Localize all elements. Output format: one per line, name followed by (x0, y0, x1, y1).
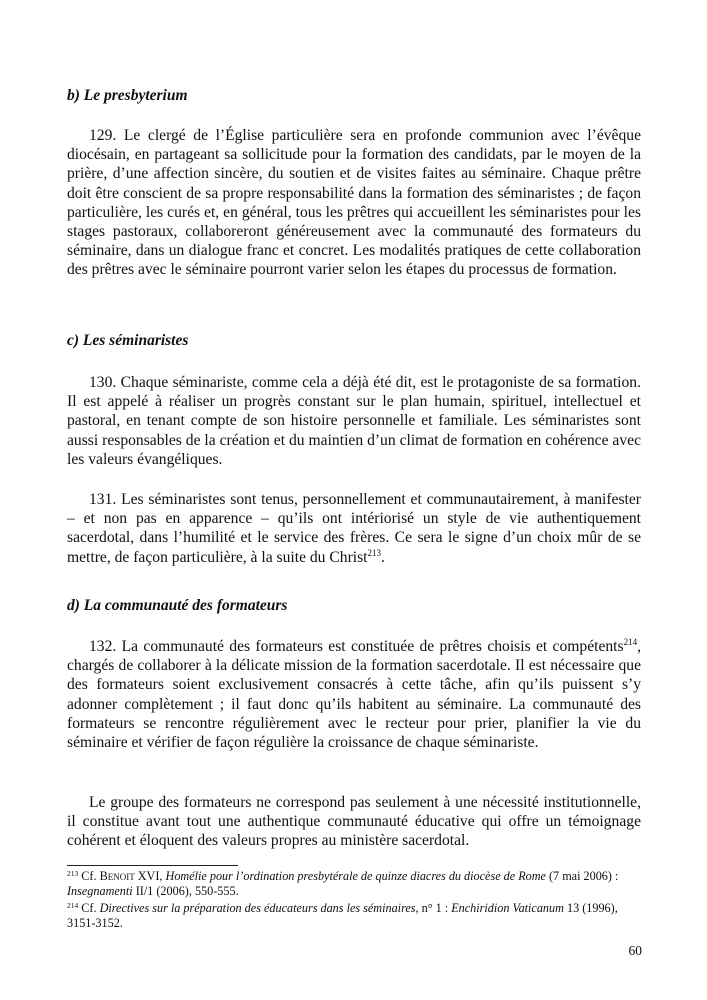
footnote-ref-214: 214 (623, 637, 638, 647)
paragraph-132 (67, 637, 641, 752)
paragraph-131-end: . (381, 548, 385, 566)
paragraph-130: 130. Chaque séminariste, comme cela a déjà été dit, est le protagoniste de sa formation. Il est appelé à réaliser un progrès constant sur le plan humain, spirituel, intellectuel et pastoral, en tenant compte de son histoire personnelle et familiale. Les séminaristes sont aussi responsables de la création et du maintien d’un climat de formation en cohérence avec les valeurs évangéliques. (67, 374, 641, 468)
page-number: 60 (628, 943, 642, 958)
section-heading-presbyterium: b) Le presbyterium (67, 87, 188, 104)
footnote-source: Enchiridion Vaticanum (451, 901, 564, 915)
footnote-213 (67, 869, 641, 899)
footnote-source: Insegnamenti (67, 884, 133, 898)
footnote-214 (67, 901, 641, 931)
paragraph-129: 129. Le clergé de l’Église particulière sera en profonde communion avec l’évêque diocésain, en partageant sa sollicitude pour la formation des candidats, par le moyen de la prière, d’une affection sincère, du soutien et de visites faites au séminaire. Chaque prêtre doit être conscient de sa propre responsabilité dans la formation des séminaristes ; de façon particulière, les curés et, en général, tous les prêtres qui accueillent les séminaristes pour les stages pastoraux, collaboreront généreusement avec la communauté des formateurs du séminaire, dans un dialogue franc et concret. Les modalités pratiques de cette collaboration des prêtres avec le séminaire pourront varier selon les étapes du processus de formation. (67, 127, 641, 279)
paragraph-131 (67, 490, 641, 567)
footnote-middle: , n° 1 : (415, 901, 452, 915)
section-heading-formateurs: d) La communauté des formateurs (67, 597, 288, 614)
section-heading-seminaristes: c) Les séminaristes (67, 332, 189, 349)
paragraph-132-start: 132. La communauté des formateurs est constituée de prêtres choisis et compétents (89, 638, 624, 655)
footnote-number: 213 (67, 869, 79, 878)
footnote-middle: (7 mai 2006) : (545, 869, 619, 883)
paragraph-132-rest: , chargés de collaborer à la délicate mission de la formation sacerdotale. Il est nécessaire que des formateurs soient exclusivement consacrés à cette tâche, afin qu’ils puissent s’y adonner complètement ; il faut donc qu’ils habitent au séminaire. La communauté des formateurs se rencontre régulièrement avec le recteur pour prier, planifier la vie du séminaire et vérifier de façon régulière la croissance de chaque séminariste. (67, 638, 641, 752)
footnote-end: II/1 (2006), 550-555. (132, 884, 239, 898)
footnote-title: Homélie pour l’ordination presbytérale de quinze diacres du diocèse de Rome (165, 869, 546, 883)
footnote-author-suffix: XVI, (134, 869, 166, 883)
footnote-ref-213: 213 (367, 547, 381, 558)
footnote-end: 13 (1996), 3151-3152. (67, 901, 618, 930)
footnote-prefix: Cf. (81, 869, 100, 883)
footnote-number: 214 (67, 901, 79, 910)
paragraph-131-text: 131. Les séminaristes sont tenus, personnellement et communautairement, à manifester – et non pas en apparence – qu’ils ont intériorisé un style de vie authentiquement sacerdotal, dans l’humilité et le service des frères. Ce sera le signe d’un choix mûr de se mettre, de façon particulière, à la suite du Christ (67, 491, 641, 566)
footnote-separator (67, 865, 238, 866)
paragraph-133: Le groupe des formateurs ne correspond pas seulement à une nécessité institutionnelle, il constitue avant tout une authentique communauté éducative qui offre un témoignage cohérent et éloquent des valeurs propres au ministère sacerdotal. (67, 794, 641, 850)
footnote-author: Benoit (99, 869, 135, 883)
footnote-title: Directives sur la préparation des éducateurs dans les séminaires (99, 901, 416, 915)
footnote-prefix: Cf. (81, 901, 100, 915)
